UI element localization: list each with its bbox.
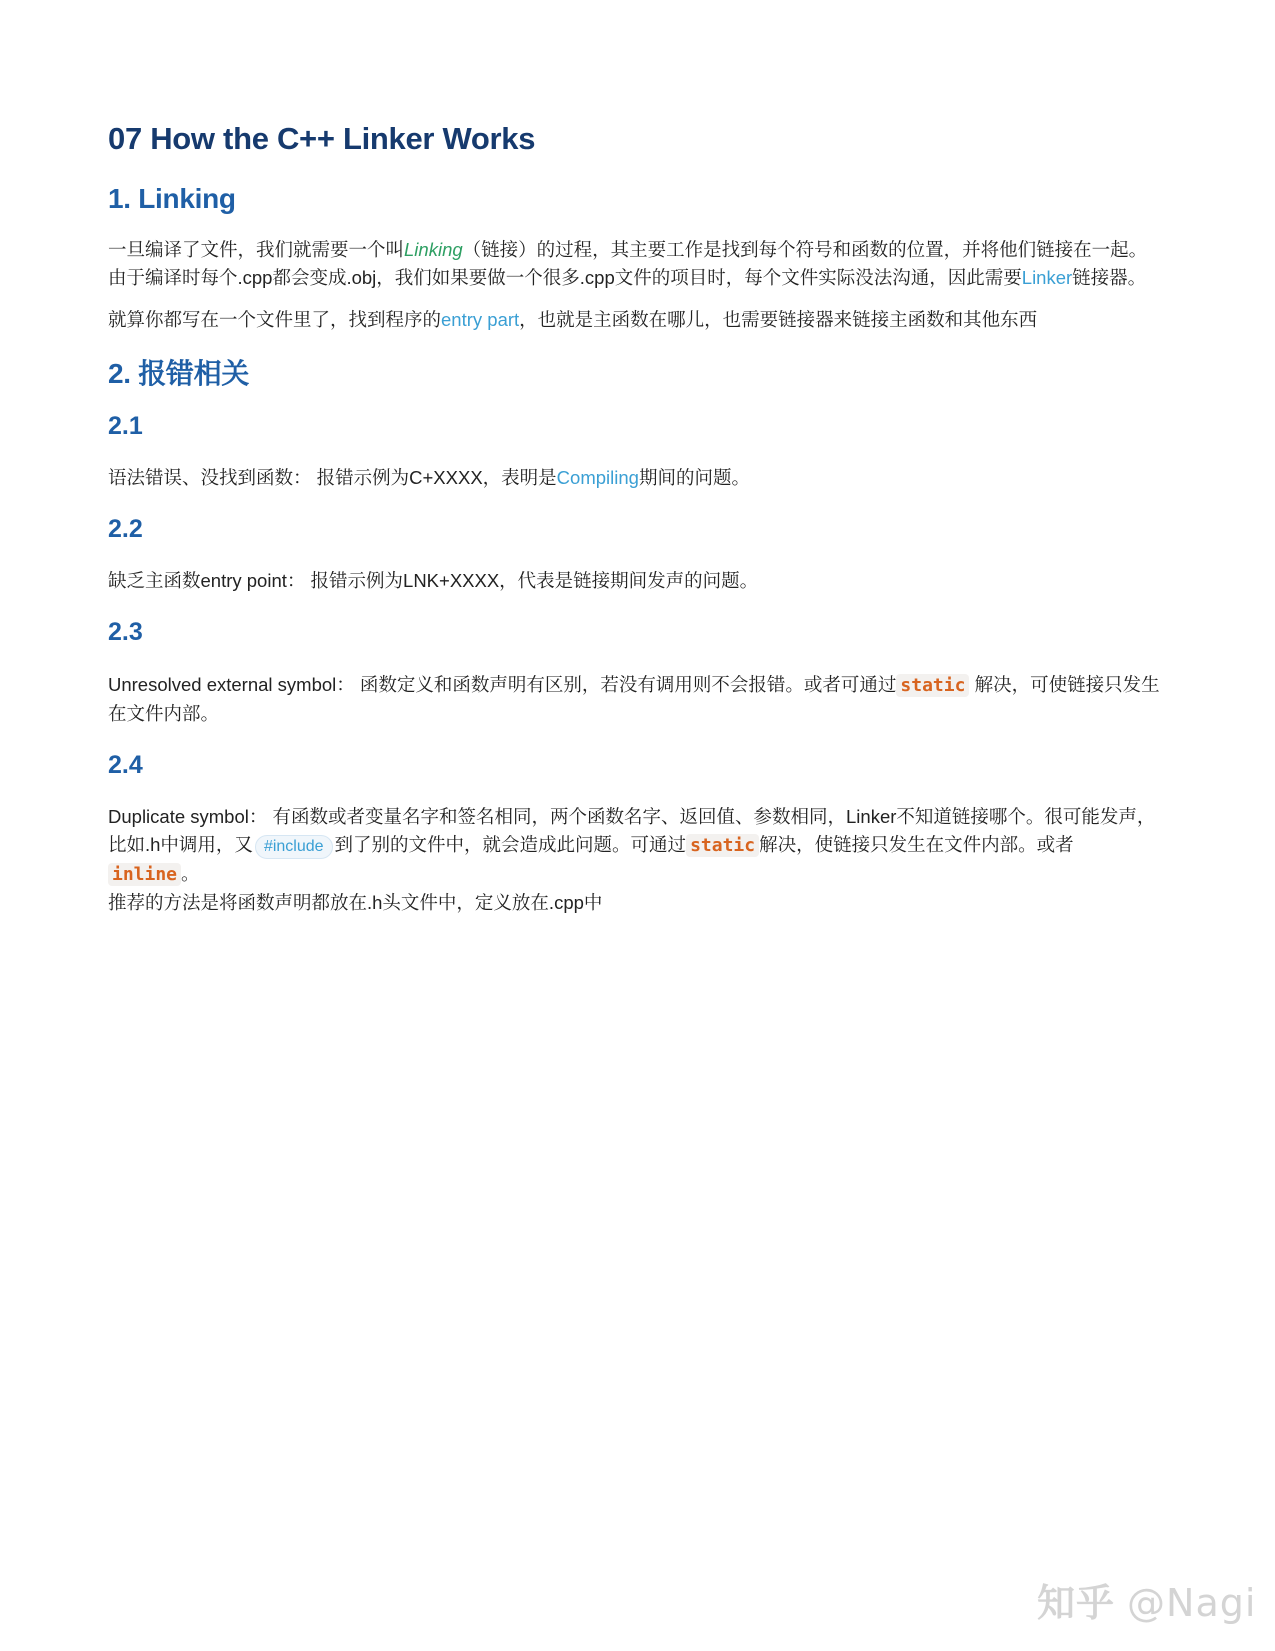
text-run: 语法错误、没找到函数： 报错示例为C+XXXX，表明是	[108, 467, 557, 488]
text-run: 就算你都写在一个文件里了，找到程序的	[108, 308, 442, 330]
document-body	[108, 120, 1163, 917]
subsection-heading-2-4: 2.4	[108, 750, 143, 779]
subsection-heading-2-1: 2.1	[108, 411, 143, 440]
watermark-brand: 知乎	[1037, 1583, 1116, 1625]
text-run: 期间的问题。	[638, 467, 750, 488]
section-heading-linking: 1. Linking	[108, 182, 236, 214]
linking-term: Linking	[404, 238, 463, 260]
subsection-heading-2-2: 2.2	[108, 515, 143, 543]
subsection-2-4-text	[108, 803, 1163, 917]
text-run: ，也就是主函数在哪儿，也需要链接器来链接主函数和其他东西	[519, 308, 1038, 330]
text-run: 链接器。	[1072, 266, 1147, 288]
page-title: 07 How the C++ Linker Works	[108, 121, 536, 156]
text-run: Duplicate symbol： 有函数或者变量名字和签名相同，两个函数名字、返回值、参数相同，Linker不知道链接哪个。很可能发声，比如.h中调用，又	[108, 805, 1156, 855]
subsection-2-3-text	[108, 671, 1163, 728]
subsection-heading-2-3: 2.3	[108, 618, 143, 647]
entry-paragraph	[108, 306, 1163, 334]
text-run: 解决，使链接只发生在文件内部。或者	[759, 833, 1074, 855]
static-code: static	[896, 674, 969, 697]
text-run: 到了别的文件中，就会造成此问题。可通过	[334, 833, 687, 855]
subsection-2-1-text	[108, 464, 1163, 492]
compiling-link[interactable]: Compiling	[556, 467, 639, 488]
linking-paragraph	[108, 236, 1163, 292]
text-run: 。	[181, 862, 200, 884]
linker-link[interactable]: Linker	[1021, 266, 1073, 288]
entry-part-link[interactable]: entry part	[441, 308, 520, 330]
text-run: （链接）的过程，其主要工作是找到每个符号和函数的位置，并将他们链接在一起。由于编译时每个.cpp都会变成.obj，我们如果要做一个很多.cpp文件的项目时，每个文件实际没法沟通，因此需要	[108, 238, 1148, 288]
subsection-2-2-text: 缺乏主函数entry point： 报错示例为LNK+XXXX，代表是链接期间发声的问题。	[108, 570, 759, 592]
static-code: static	[686, 834, 759, 857]
text-run: 解决，可使链接只发生在文件内部。	[108, 673, 1160, 724]
include-tag[interactable]: #include	[255, 835, 333, 859]
watermark-handle: @Nagi	[1127, 1581, 1257, 1625]
zhihu-watermark	[1037, 1572, 1256, 1627]
text-run: Unresolved external symbol： 函数定义和函数声明有区别，若没有调用则不会报错。或者可通过	[108, 673, 897, 695]
recommendation-text: 推荐的方法是将函数声明都放在.h头文件中，定义放在.cpp中	[108, 891, 603, 913]
inline-code: inline	[108, 863, 181, 886]
text-run: 一旦编译了文件，我们就需要一个叫	[108, 238, 405, 260]
section-heading-errors: 2. 报错相关	[108, 357, 250, 389]
